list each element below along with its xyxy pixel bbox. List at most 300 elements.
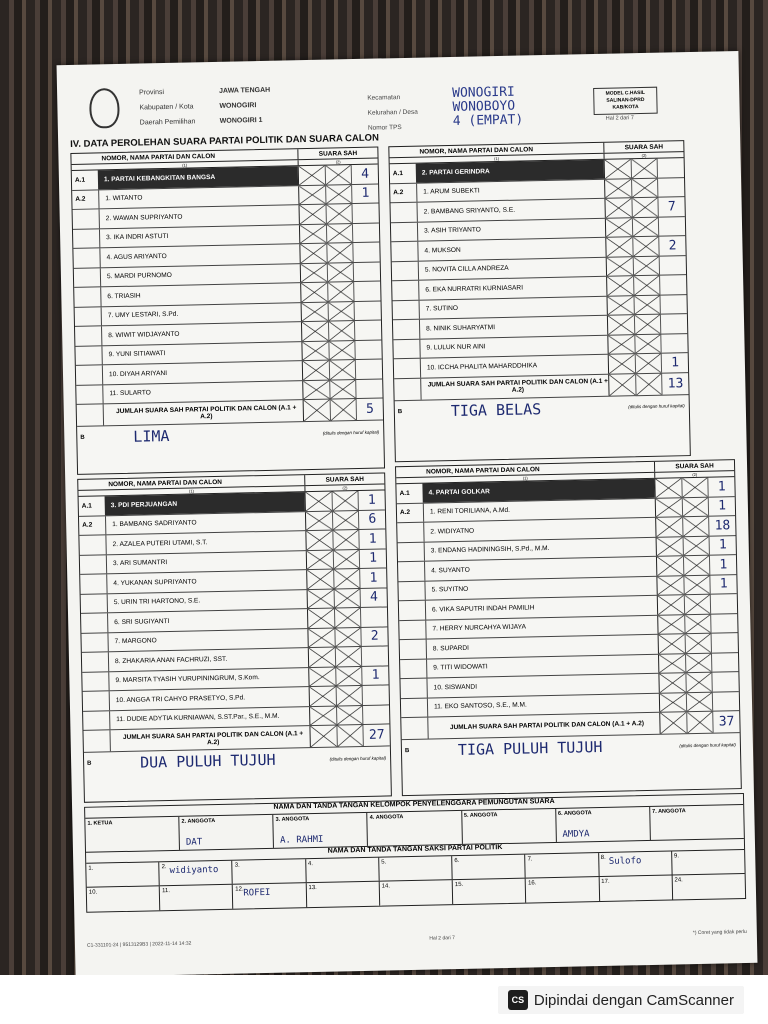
tps-label: Nomor TPS	[367, 124, 402, 132]
written-note: (ditulis dengan huruf kapital)	[679, 741, 736, 748]
candidate-name: 1. RENI TORILIANA, A.Md.	[423, 498, 655, 521]
vote-cell	[708, 497, 735, 516]
vote-cell	[712, 672, 739, 691]
vote-cell	[356, 379, 383, 398]
candidate-name: 6. SRI SUGIYANTI	[107, 609, 307, 632]
vote-cell	[359, 549, 386, 568]
vote-cell	[328, 321, 355, 340]
vote-cell	[331, 491, 358, 510]
candidate-name: 9. MARSITA TYASIH YURUPININGRUM, S.Kom.	[108, 668, 308, 691]
row-code	[74, 297, 100, 298]
provinsi-label: Provinsi	[139, 88, 165, 97]
witness-number: 14.	[381, 883, 391, 890]
page-title: IV. DATA PEROLEHAN SUARA PARTAI POLITIK DAN SUARA CALON	[70, 132, 380, 150]
vote-cell	[308, 589, 334, 608]
vote-cells	[306, 568, 386, 588]
vote-cell	[353, 262, 380, 281]
tps-value: 4 (EMPAT)	[452, 112, 524, 129]
vote-cells	[301, 321, 381, 341]
vote-cell	[310, 687, 336, 706]
row-code	[75, 316, 101, 317]
row-code: A.2	[399, 509, 411, 517]
witness-number: 11.	[162, 888, 171, 895]
column-header-votes: SUARA SAH	[304, 473, 384, 485]
candidate-name: 10. ICCHA PHALITA MAHARDDHIKA	[420, 355, 608, 377]
handwritten-vote: 27	[368, 727, 385, 743]
vote-cell	[633, 295, 660, 314]
vote-cells	[656, 575, 736, 595]
vote-cells	[608, 353, 688, 373]
witness-cell	[671, 850, 745, 875]
vote-cell	[659, 634, 685, 653]
vote-cells	[298, 184, 378, 204]
witness-cell	[452, 879, 526, 905]
vote-cell	[661, 373, 688, 395]
vote-cell	[300, 224, 326, 243]
handwritten-vote: 1	[670, 355, 680, 371]
page-indicator: Hal 2 dari 7	[605, 115, 634, 122]
witness-cell	[379, 880, 453, 906]
vote-cell	[300, 205, 326, 224]
vote-cell	[681, 478, 708, 497]
vote-cell	[332, 511, 359, 530]
vote-cell	[659, 654, 685, 673]
vote-cell	[362, 705, 389, 724]
row-code: A.1	[81, 502, 92, 510]
vote-cells	[301, 301, 381, 321]
row-code	[399, 629, 425, 630]
vote-cell	[304, 400, 330, 422]
vote-cell	[336, 725, 363, 747]
vote-cell	[302, 341, 328, 360]
candidate-name: 9. TITI WIDOWATI	[426, 654, 658, 677]
vote-cell	[659, 673, 685, 692]
handwritten-vote: 1	[369, 550, 378, 567]
vote-cells	[302, 379, 382, 399]
row-code	[84, 741, 110, 742]
vote-cell	[361, 627, 388, 646]
vote-cell	[686, 712, 713, 734]
vote-cell	[309, 648, 335, 667]
vote-cell	[634, 315, 661, 334]
candidate-name: 6. TRIASIH	[100, 283, 300, 306]
vote-cell	[351, 165, 378, 184]
vote-cell	[633, 276, 660, 295]
vote-cell	[608, 315, 634, 334]
vote-cell	[631, 178, 658, 197]
vote-cell	[605, 198, 631, 217]
vote-cells	[300, 282, 380, 302]
vote-cell	[709, 536, 736, 555]
vote-cell	[660, 712, 686, 734]
vote-cell	[308, 628, 334, 647]
vote-cell	[329, 380, 356, 399]
column-index: (2)	[603, 152, 683, 159]
officer-signature-cell	[178, 815, 273, 850]
candidate-name: 2. AZALEA PUTERI UTAMI, S.T.	[105, 531, 305, 554]
officer-label: 2. ANGGOTA	[181, 818, 216, 825]
vote-cell	[309, 667, 335, 686]
vote-cell	[308, 609, 334, 628]
vote-cell	[634, 334, 661, 353]
vote-cell	[326, 263, 353, 282]
witness-number: 12.	[235, 886, 244, 893]
party-name: 2. PARTAI GERINDRA	[416, 160, 604, 182]
written-note: (ditulis dengan huruf kapital)	[628, 403, 685, 410]
witness-number: 4.	[307, 861, 314, 868]
candidate-name: 9. YUNI SITIAWATI	[101, 342, 301, 365]
vote-cell	[362, 666, 389, 685]
witness-cell	[305, 858, 379, 883]
witness-number: 6.	[454, 857, 460, 865]
vote-cell	[661, 353, 688, 372]
handwritten-vote: 1	[369, 570, 378, 586]
witness-cell	[86, 862, 159, 887]
row-code	[73, 219, 99, 220]
total-words: LIMA	[133, 426, 170, 446]
vote-cell	[658, 217, 685, 236]
kabupaten-label: Kabupaten / Kota	[139, 103, 194, 112]
row-code	[393, 329, 419, 330]
camscanner-text: Dipindai dengan CamScanner	[533, 991, 734, 1009]
vote-cell	[327, 302, 354, 321]
candidate-name: 2. WAWAN SUPRIYANTO	[99, 205, 299, 228]
vote-cell	[606, 237, 632, 256]
vote-cells	[655, 516, 735, 536]
candidate-name: 4. AGUS ARIYANTO	[99, 244, 299, 267]
row-code	[400, 668, 426, 669]
candidate-name: 2. BAMBANG SRIYANTO, S.E.	[416, 199, 604, 221]
vote-cell	[683, 556, 710, 575]
candidate-name: 10. SISWANDI	[426, 674, 658, 697]
candidate-name: 10. ANGGA TRI CAHYO PRASETYO, S.Pd.	[109, 687, 309, 710]
handwritten-vote: 13	[667, 375, 684, 392]
row-code	[81, 603, 107, 604]
vote-cells	[604, 158, 684, 178]
row-code	[74, 277, 100, 278]
row-code	[76, 375, 102, 376]
vote-cell	[336, 705, 363, 724]
row-code	[80, 564, 106, 565]
handwritten-vote: 1	[719, 576, 728, 592]
candidate-name: 3. ARI SUMANTRI	[106, 551, 306, 574]
candidate-name: 8. SUPARDI	[426, 635, 658, 658]
row-code	[398, 551, 424, 552]
vote-cells	[305, 510, 385, 530]
vote-cell	[711, 653, 738, 672]
row-code	[393, 309, 419, 310]
vote-cells	[302, 359, 382, 379]
candidate-name: 8. ZHAKARIA ANAN FACHRUZI, SST.	[108, 648, 308, 671]
officer-signature: AMDYA	[562, 829, 590, 840]
vote-cell	[605, 159, 631, 178]
vote-cell	[659, 275, 686, 294]
vote-cell	[632, 237, 659, 256]
vote-cell	[657, 556, 683, 575]
vote-cell	[655, 478, 681, 497]
vote-cell	[660, 693, 686, 712]
vote-cell	[710, 575, 737, 594]
candidate-name: 3. IKA INDRI ASTUTI	[99, 225, 299, 248]
witness-number: 7.	[527, 856, 533, 863]
vote-cell	[358, 510, 385, 529]
handwritten-vote: 2	[668, 238, 677, 254]
candidate-name: 2. WIDIYATNO	[423, 518, 655, 541]
candidate-name: 3. ENDANG HADININGSIH, S.Pd., M.M.	[424, 537, 656, 560]
column-index: (2)	[298, 159, 378, 166]
vote-cell	[335, 686, 362, 705]
vote-cell	[306, 492, 332, 511]
column-index: (1)	[182, 162, 188, 168]
vote-cell	[326, 224, 353, 243]
party-name: 3. PDI PERJUANGAN	[105, 492, 305, 515]
vote-cell	[608, 335, 634, 354]
written-note: (ditulis dengan huruf kapital)	[329, 754, 387, 762]
row-code	[391, 231, 417, 232]
vote-cells	[658, 633, 738, 653]
officer-signature-cell	[555, 807, 650, 842]
vote-cell	[708, 477, 735, 496]
candidate-name: 5. URIN TRI HARTONO, S.E.	[107, 590, 307, 613]
camscanner-watermark	[498, 986, 744, 1014]
form-footer	[87, 929, 747, 949]
vote-cell	[306, 531, 332, 550]
vote-cells	[299, 243, 379, 263]
vote-cells	[309, 705, 389, 725]
officer-label: 1. KETUA	[87, 820, 113, 827]
officer-signature-cell	[649, 805, 744, 840]
vote-cells	[658, 672, 738, 692]
witness-cell	[158, 861, 232, 886]
vote-cell	[682, 517, 709, 536]
vote-cells	[306, 549, 386, 569]
vote-cell	[607, 257, 633, 276]
vote-cell	[355, 359, 382, 378]
row-code	[81, 623, 107, 624]
vote-cell	[307, 550, 333, 569]
officer-signature: A. RAHMI	[279, 834, 324, 846]
vote-cells	[659, 711, 739, 734]
vote-cell	[657, 576, 683, 595]
total-label: JUMLAH SUARA SAH PARTAI POLITIK DAN CALON (A.1 + A.2)	[109, 726, 309, 751]
candidate-name: 9. LULUK NUR AINI	[419, 335, 607, 357]
witness-number: 8.	[600, 854, 606, 862]
kelurahan-label: Kelurahan / Desa	[367, 108, 418, 117]
row-code: B	[404, 748, 410, 755]
vote-cell	[360, 607, 387, 626]
row-code	[401, 728, 427, 729]
vote-cell	[632, 217, 659, 236]
row-code	[76, 355, 102, 356]
vote-cells	[606, 275, 686, 295]
vote-cell	[635, 373, 662, 395]
officer-label: 5. ANGGOTA	[463, 812, 498, 819]
vote-cell	[356, 398, 383, 420]
handwritten-vote: 1	[367, 492, 376, 508]
column-header-votes: SUARA SAH	[297, 148, 377, 160]
handwritten-vote: 1	[718, 537, 727, 553]
vote-cell	[310, 706, 336, 725]
candidate-name: 1. ARUM SUBEKTI	[416, 179, 604, 201]
header-location-labels	[367, 90, 418, 136]
row-code	[400, 649, 426, 650]
vote-cell	[683, 595, 710, 614]
witness-cell	[598, 852, 672, 877]
column-header-name: NOMOR, NAMA PARTAI DAN CALON	[419, 145, 534, 156]
candidate-name: 11. DUDIE ADYTIA KURNIAWAN, S.ST.Par., S.E., M.M.	[109, 707, 309, 730]
vote-cell	[685, 692, 712, 711]
column-index: (2)	[304, 484, 384, 491]
handwritten-vote: 1	[718, 498, 727, 514]
vote-cell	[362, 685, 389, 704]
party-panel-pdip	[77, 472, 392, 802]
row-code	[77, 415, 103, 416]
row-code	[83, 720, 109, 721]
vote-cell	[632, 256, 659, 275]
vote-cells	[298, 165, 378, 185]
candidate-name: 7. SUTINO	[419, 296, 607, 318]
vote-cells	[656, 536, 736, 556]
vote-cell	[332, 530, 359, 549]
vote-cells	[309, 685, 389, 705]
witness-cell	[87, 886, 160, 912]
vote-cell	[301, 283, 327, 302]
camscanner-logo-icon: CS	[508, 990, 528, 1010]
vote-cell	[352, 223, 379, 242]
total-words: DUA PULUH TUJUH	[139, 750, 276, 772]
row-code	[391, 212, 417, 213]
officer-signature-cell	[85, 817, 179, 852]
candidate-name: 8. WIWIT WIDJAYANTO	[101, 322, 301, 345]
vote-cell	[607, 296, 633, 315]
row-code	[392, 270, 418, 271]
vote-cell	[363, 724, 390, 746]
handwritten-vote: 37	[718, 714, 735, 730]
row-code	[397, 532, 423, 533]
candidate-name: 1. WITANTO	[98, 186, 298, 209]
footer-page: Hal 2 dari 7	[429, 935, 456, 942]
column-header-name: NOMOR, NAMA PARTAI DAN CALON	[426, 465, 540, 476]
vote-cell	[329, 399, 356, 421]
row-code	[82, 662, 108, 663]
candidate-name: 1. BAMBANG SADRIYANTO	[105, 512, 305, 535]
column-header-votes: SUARA SAH	[654, 460, 734, 472]
vote-cell	[681, 497, 708, 516]
dapil-value: WONOGIRI 1	[219, 116, 263, 125]
row-code	[82, 681, 108, 682]
vote-cell	[657, 537, 683, 556]
party-name: 4. PARTAI GOLKAR	[422, 479, 654, 502]
vote-cells	[299, 204, 379, 224]
vote-cells	[300, 262, 380, 282]
row-code	[401, 707, 427, 708]
vote-cell	[660, 295, 687, 314]
vote-cell	[634, 354, 661, 373]
witness-number: 5.	[381, 859, 387, 866]
vote-cell	[335, 666, 362, 685]
witness-number: 24.	[674, 877, 683, 884]
handwritten-vote: 4	[360, 166, 370, 182]
candidate-name: 6. VIKA SAPUTRI INDAH PAMILIH	[425, 596, 657, 619]
handwritten-vote: 1	[719, 557, 728, 573]
column-index: (1)	[494, 155, 500, 162]
witness-number: 2.	[161, 864, 167, 871]
provinsi-value: JAWA TENGAH	[219, 86, 271, 95]
vote-cells	[308, 666, 388, 686]
candidate-name: 7. HERRY NURCAHYA WIJAYA	[425, 615, 657, 638]
witness-cell	[378, 856, 452, 881]
vote-cells	[307, 607, 387, 627]
vote-cells	[657, 594, 737, 614]
vote-cells	[604, 197, 684, 217]
vote-cells	[299, 223, 379, 243]
candidate-name: 7. UMY LESTARI, S.Pd.	[101, 303, 301, 326]
row-code: B	[397, 408, 403, 415]
vote-cell	[658, 595, 684, 614]
vote-cell	[711, 633, 738, 652]
row-code	[392, 290, 418, 291]
witness-number: 16.	[528, 880, 537, 887]
vote-cell	[352, 204, 379, 223]
witness-cell	[524, 853, 598, 878]
vote-cells	[606, 256, 686, 276]
officer-signature-cell	[461, 809, 556, 844]
kabupaten-value: WONOGIRI	[219, 102, 257, 110]
handwritten-vote: 1	[361, 185, 370, 202]
total-label: JUMLAH SUARA SAH PARTAI POLITIK DAN CALON (A.1 + A.2)	[420, 374, 608, 399]
vote-cells	[307, 588, 387, 608]
vote-cell	[630, 159, 657, 178]
dapil-label: Daerah Pemilihan	[139, 118, 196, 127]
total-label: JUMLAH SUARA SAH PARTAI POLITIK DAN CALON (A.1 + A.2)	[103, 400, 303, 425]
vote-cell	[351, 184, 378, 203]
vote-cell	[684, 634, 711, 653]
vote-cells	[659, 692, 739, 712]
row-code	[398, 571, 424, 572]
vote-cell	[303, 361, 329, 380]
handwritten-vote: 18	[714, 517, 731, 534]
vote-cells	[607, 314, 687, 334]
vote-cell	[333, 589, 360, 608]
column-index: (1)	[522, 475, 528, 481]
vote-cells	[608, 373, 688, 396]
row-code: B	[80, 434, 85, 441]
row-code: A.1	[392, 169, 404, 177]
witness-number: 10.	[88, 889, 98, 896]
candidate-name: 4. MUKSON	[417, 238, 605, 260]
vote-cell	[301, 263, 327, 282]
handwritten-vote: 4	[369, 589, 378, 606]
vote-cell	[325, 185, 352, 204]
vote-cell	[359, 568, 386, 587]
row-code: A.2	[75, 195, 86, 204]
vote-cell	[658, 197, 685, 216]
row-code	[401, 688, 427, 689]
candidate-name: 4. YUKANAN SUPRIYANTO	[106, 570, 306, 593]
vote-cell	[303, 380, 329, 399]
row-code	[394, 389, 420, 390]
vote-cell	[302, 302, 328, 321]
handwritten-vote: 6	[368, 511, 377, 528]
vote-cell	[708, 516, 735, 535]
vote-cell	[310, 726, 336, 748]
header-region	[139, 83, 271, 131]
vote-cells	[657, 614, 737, 634]
total-words: TIGA BELAS	[450, 399, 542, 420]
vote-cell	[659, 256, 686, 275]
form-sheet	[57, 51, 758, 977]
vote-cell	[327, 282, 354, 301]
